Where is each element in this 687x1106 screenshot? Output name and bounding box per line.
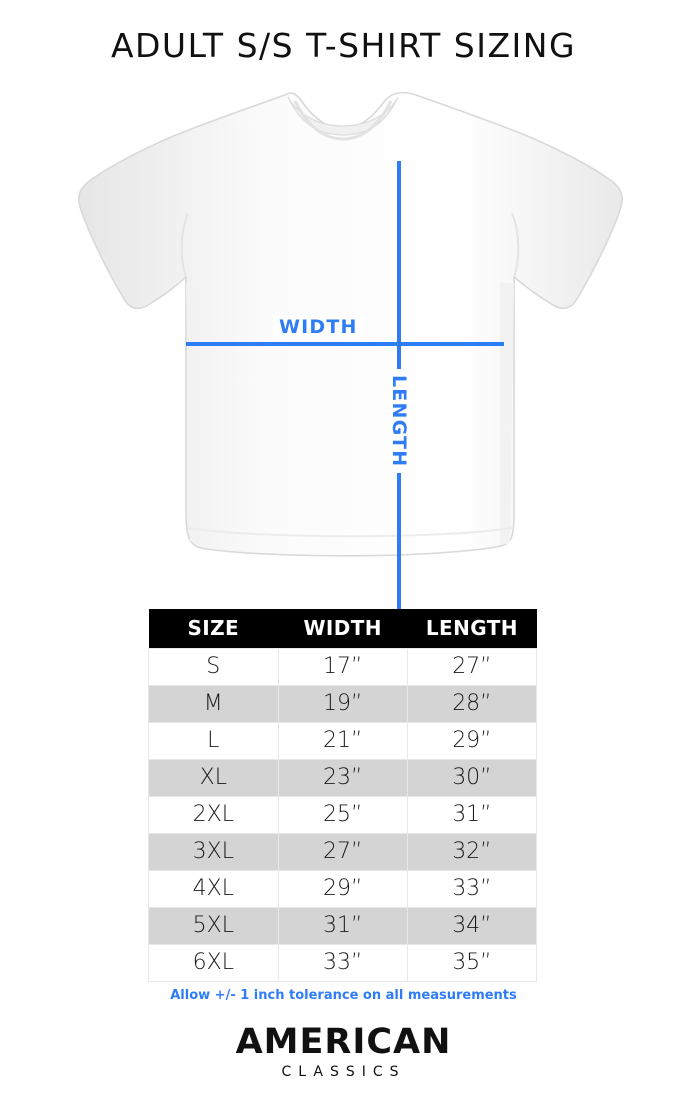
table-row — [149, 797, 537, 834]
cell-length: 31” — [407, 797, 536, 834]
cell-length: 29” — [407, 723, 536, 760]
cell-size: 3XL — [149, 834, 279, 871]
width-label: WIDTH — [273, 316, 364, 338]
cell-size: S — [149, 649, 279, 686]
brand-subtitle: CLASSICS — [281, 1064, 406, 1080]
cell-size: 4XL — [149, 871, 279, 908]
table-row — [149, 686, 537, 723]
cell-size: 6XL — [149, 945, 279, 982]
cell-size: 5XL — [149, 908, 279, 945]
cell-width: 21” — [278, 723, 407, 760]
table-row — [149, 760, 537, 797]
cell-width: 31” — [278, 908, 407, 945]
table-row — [149, 834, 537, 871]
cell-length: 33” — [407, 871, 536, 908]
cell-size: L — [149, 723, 279, 760]
cell-length: 27” — [407, 649, 536, 686]
table-row — [149, 871, 537, 908]
table-row — [149, 908, 537, 945]
cell-size: 2XL — [149, 797, 279, 834]
cell-width: 27” — [278, 834, 407, 871]
table-header-row — [149, 609, 537, 649]
column-header-size: SIZE — [149, 609, 279, 649]
table-row — [149, 723, 537, 760]
cell-width: 17” — [278, 649, 407, 686]
table-row — [149, 649, 537, 686]
column-header-width: WIDTH — [278, 609, 407, 649]
cell-width: 23” — [278, 760, 407, 797]
cell-length: 32” — [407, 834, 536, 871]
table-row — [149, 945, 537, 982]
column-header-length: LENGTH — [407, 609, 536, 649]
cell-length: 35” — [407, 945, 536, 982]
cell-length: 30” — [407, 760, 536, 797]
tolerance-note: Allow +/- 1 inch tolerance on all measurements — [170, 988, 517, 1003]
cell-width: 33” — [278, 945, 407, 982]
cell-size: XL — [149, 760, 279, 797]
brand-name: AMERICAN — [235, 1022, 452, 1062]
cell-width: 25” — [278, 797, 407, 834]
cell-length: 28” — [407, 686, 536, 723]
length-label: LENGTH — [388, 369, 410, 473]
page-title: ADULT S/S T-SHIRT SIZING — [110, 26, 577, 65]
cell-length: 34” — [407, 908, 536, 945]
cell-width: 29” — [278, 871, 407, 908]
width-measure-line — [186, 342, 504, 346]
tshirt-diagram — [0, 73, 687, 563]
cell-width: 19” — [278, 686, 407, 723]
cell-size: M — [149, 686, 279, 723]
size-chart-table — [148, 609, 537, 982]
